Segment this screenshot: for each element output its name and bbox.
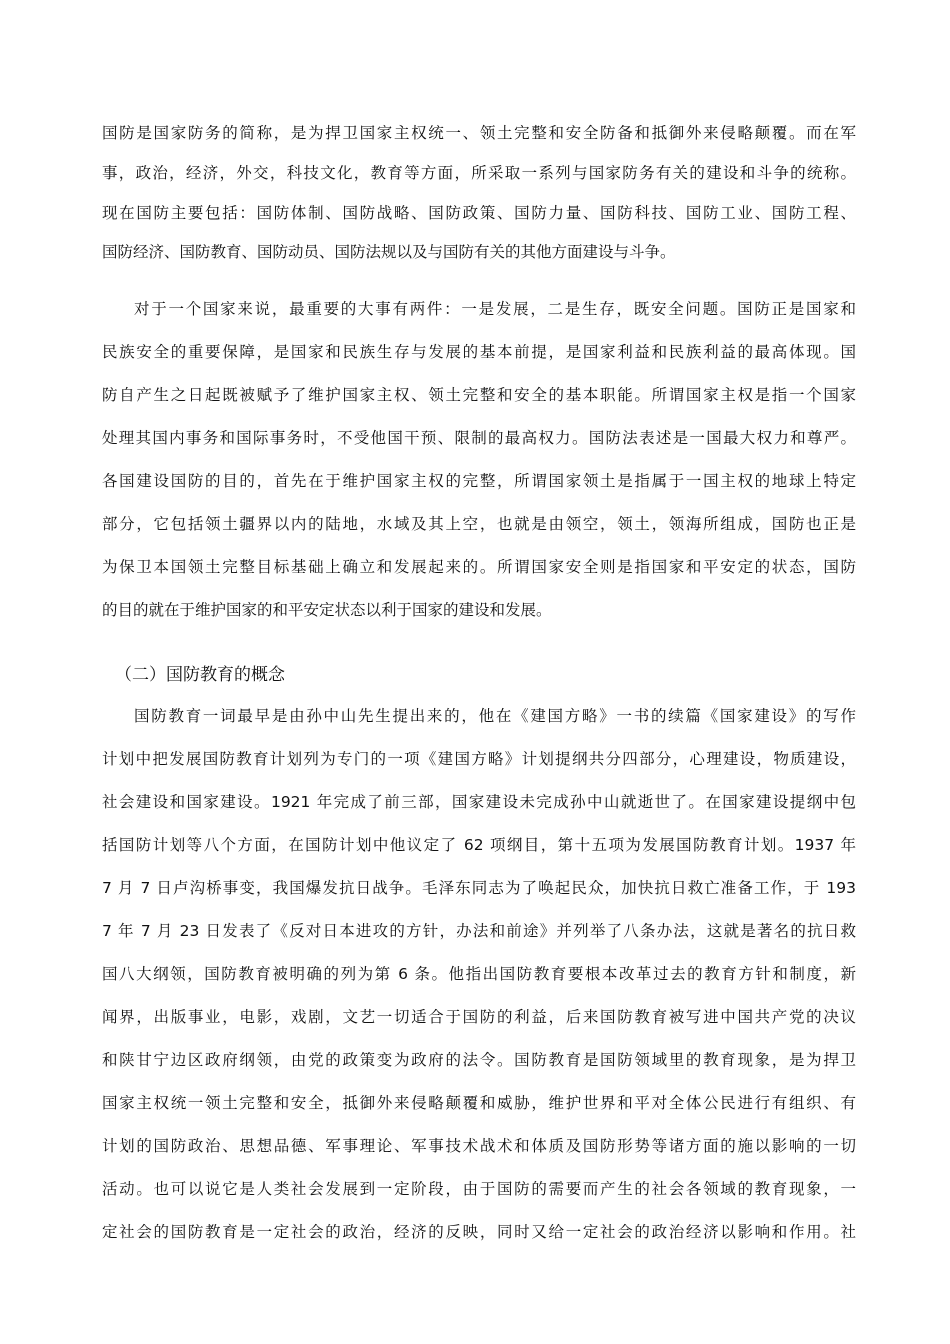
paragraph-3-line-11: 计划的国防政治、思想品德、军事理论、军事技术战术和体质及国防形势等诸方面的施以影响的一切: [102, 1137, 856, 1155]
paragraph-3-line-12: 活动。也可以说它是人类社会发展到一定阶段，由于国防的需要而产生的社会各领域的教育现象，一: [102, 1180, 856, 1198]
paragraph-3-line-10: 国家主权统一领土完整和安全，抵御外来侵略颠覆和威胁，维护世界和平对全体公民进行有组织、有: [102, 1094, 856, 1112]
paragraph-1-line-3: 现在国防主要包括：国防体制、国防战略、国防政策、国防力量、国防科技、国防工业、国防工程、: [102, 204, 856, 222]
paragraph-3-line-4: 括国防计划等八个方面，在国防计划中他议定了 62 项纲目，第十五项为发展国防教育计划。1937 年: [102, 836, 856, 854]
section-heading: （二）国防教育的概念: [115, 665, 285, 685]
paragraph-3-line-9: 和陕甘宁边区政府纲领，由党的政策变为政府的法令。国防教育是国防领域里的教育现象，是为捍卫: [102, 1051, 856, 1069]
paragraph-3-line-1: 国防教育一词最早是由孙中山先生提出来的，他在《建国方略》一书的续篇《国家建设》的写作: [134, 707, 856, 725]
paragraph-3-line-6: 7 年 7 月 23 日发表了《反对日本进攻的方针，办法和前途》并列举了八条办法，这就是著名的抗日救: [102, 922, 856, 940]
paragraph-1-line-1: 国防是国家防务的简称，是为捍卫国家主权统一、领土完整和安全防备和抵御外来侵略颠覆。而在军: [102, 124, 856, 142]
paragraph-2-line-4: 处理其国内事务和国际事务时，不受他国干预、限制的最高权力。国防法表述是一国最大权力和尊严。: [102, 429, 856, 447]
paragraph-3-line-2: 计划中把发展国防教育计划列为专门的一项《建国方略》计划提纲共分四部分，心理建设，物质建设，: [102, 750, 856, 768]
paragraph-1-line-2: 事，政治，经济，外交，科技文化，教育等方面，所采取一系列与国家防务有关的建设和斗争的统称。: [102, 164, 856, 182]
paragraph-3-line-13: 定社会的国防教育是一定社会的政治，经济的反映，同时又给一定社会的政治经济以影响和作用。社: [102, 1223, 856, 1241]
paragraph-3-line-3: 社会建设和国家建设。1921 年完成了前三部，国家建设未完成孙中山就逝世了。在国家建设提纲中包: [102, 793, 856, 811]
paragraph-1-line-4: 国防经济、国防教育、国防动员、国防法规以及与国防有关的其他方面建设与斗争。: [102, 243, 676, 261]
paragraph-3-line-8: 闻界，出版事业，电影，戏剧，文艺一切适合于国防的利益，后来国防教育被写进中国共产党的决议: [102, 1008, 856, 1026]
paragraph-3-line-7: 国八大纲领，国防教育被明确的列为第 6 条。他指出国防教育要根本改革过去的教育方针和制度，新: [102, 965, 856, 983]
paragraph-2-line-5: 各国建设国防的目的，首先在于维护国家主权的完整，所谓国家领土是指属于一国主权的地球上特定: [102, 472, 856, 490]
paragraph-2-line-7: 为保卫本国领土完整目标基础上确立和发展起来的。所谓国家安全则是指国家和平安定的状态，国防: [102, 558, 856, 576]
paragraph-2-line-8: 的目的就在于维护国家的和平安定状态以利于国家的建设和发展。: [102, 601, 552, 619]
paragraph-2-line-2: 民族安全的重要保障，是国家和民族生存与发展的基本前提，是国家利益和民族利益的最高体现。国: [102, 343, 856, 361]
paragraph-2-line-3: 防自产生之日起既被赋予了维护国家主权、领土完整和安全的基本职能。所谓国家主权是指一个国家: [102, 386, 856, 404]
paragraph-2-line-1: 对于一个国家来说，最重要的大事有两件：一是发展，二是生存，既安全问题。国防正是国家和: [134, 300, 856, 318]
paragraph-2-line-6: 部分，它包括领土疆界以内的陆地，水域及其上空，也就是由领空，领土，领海所组成，国防也正是: [102, 515, 856, 533]
paragraph-3-line-5: 7 月 7 日卢沟桥事变，我国爆发抗日战争。毛泽东同志为了唤起民众，加快抗日救亡准备工作，于 193: [102, 879, 856, 897]
